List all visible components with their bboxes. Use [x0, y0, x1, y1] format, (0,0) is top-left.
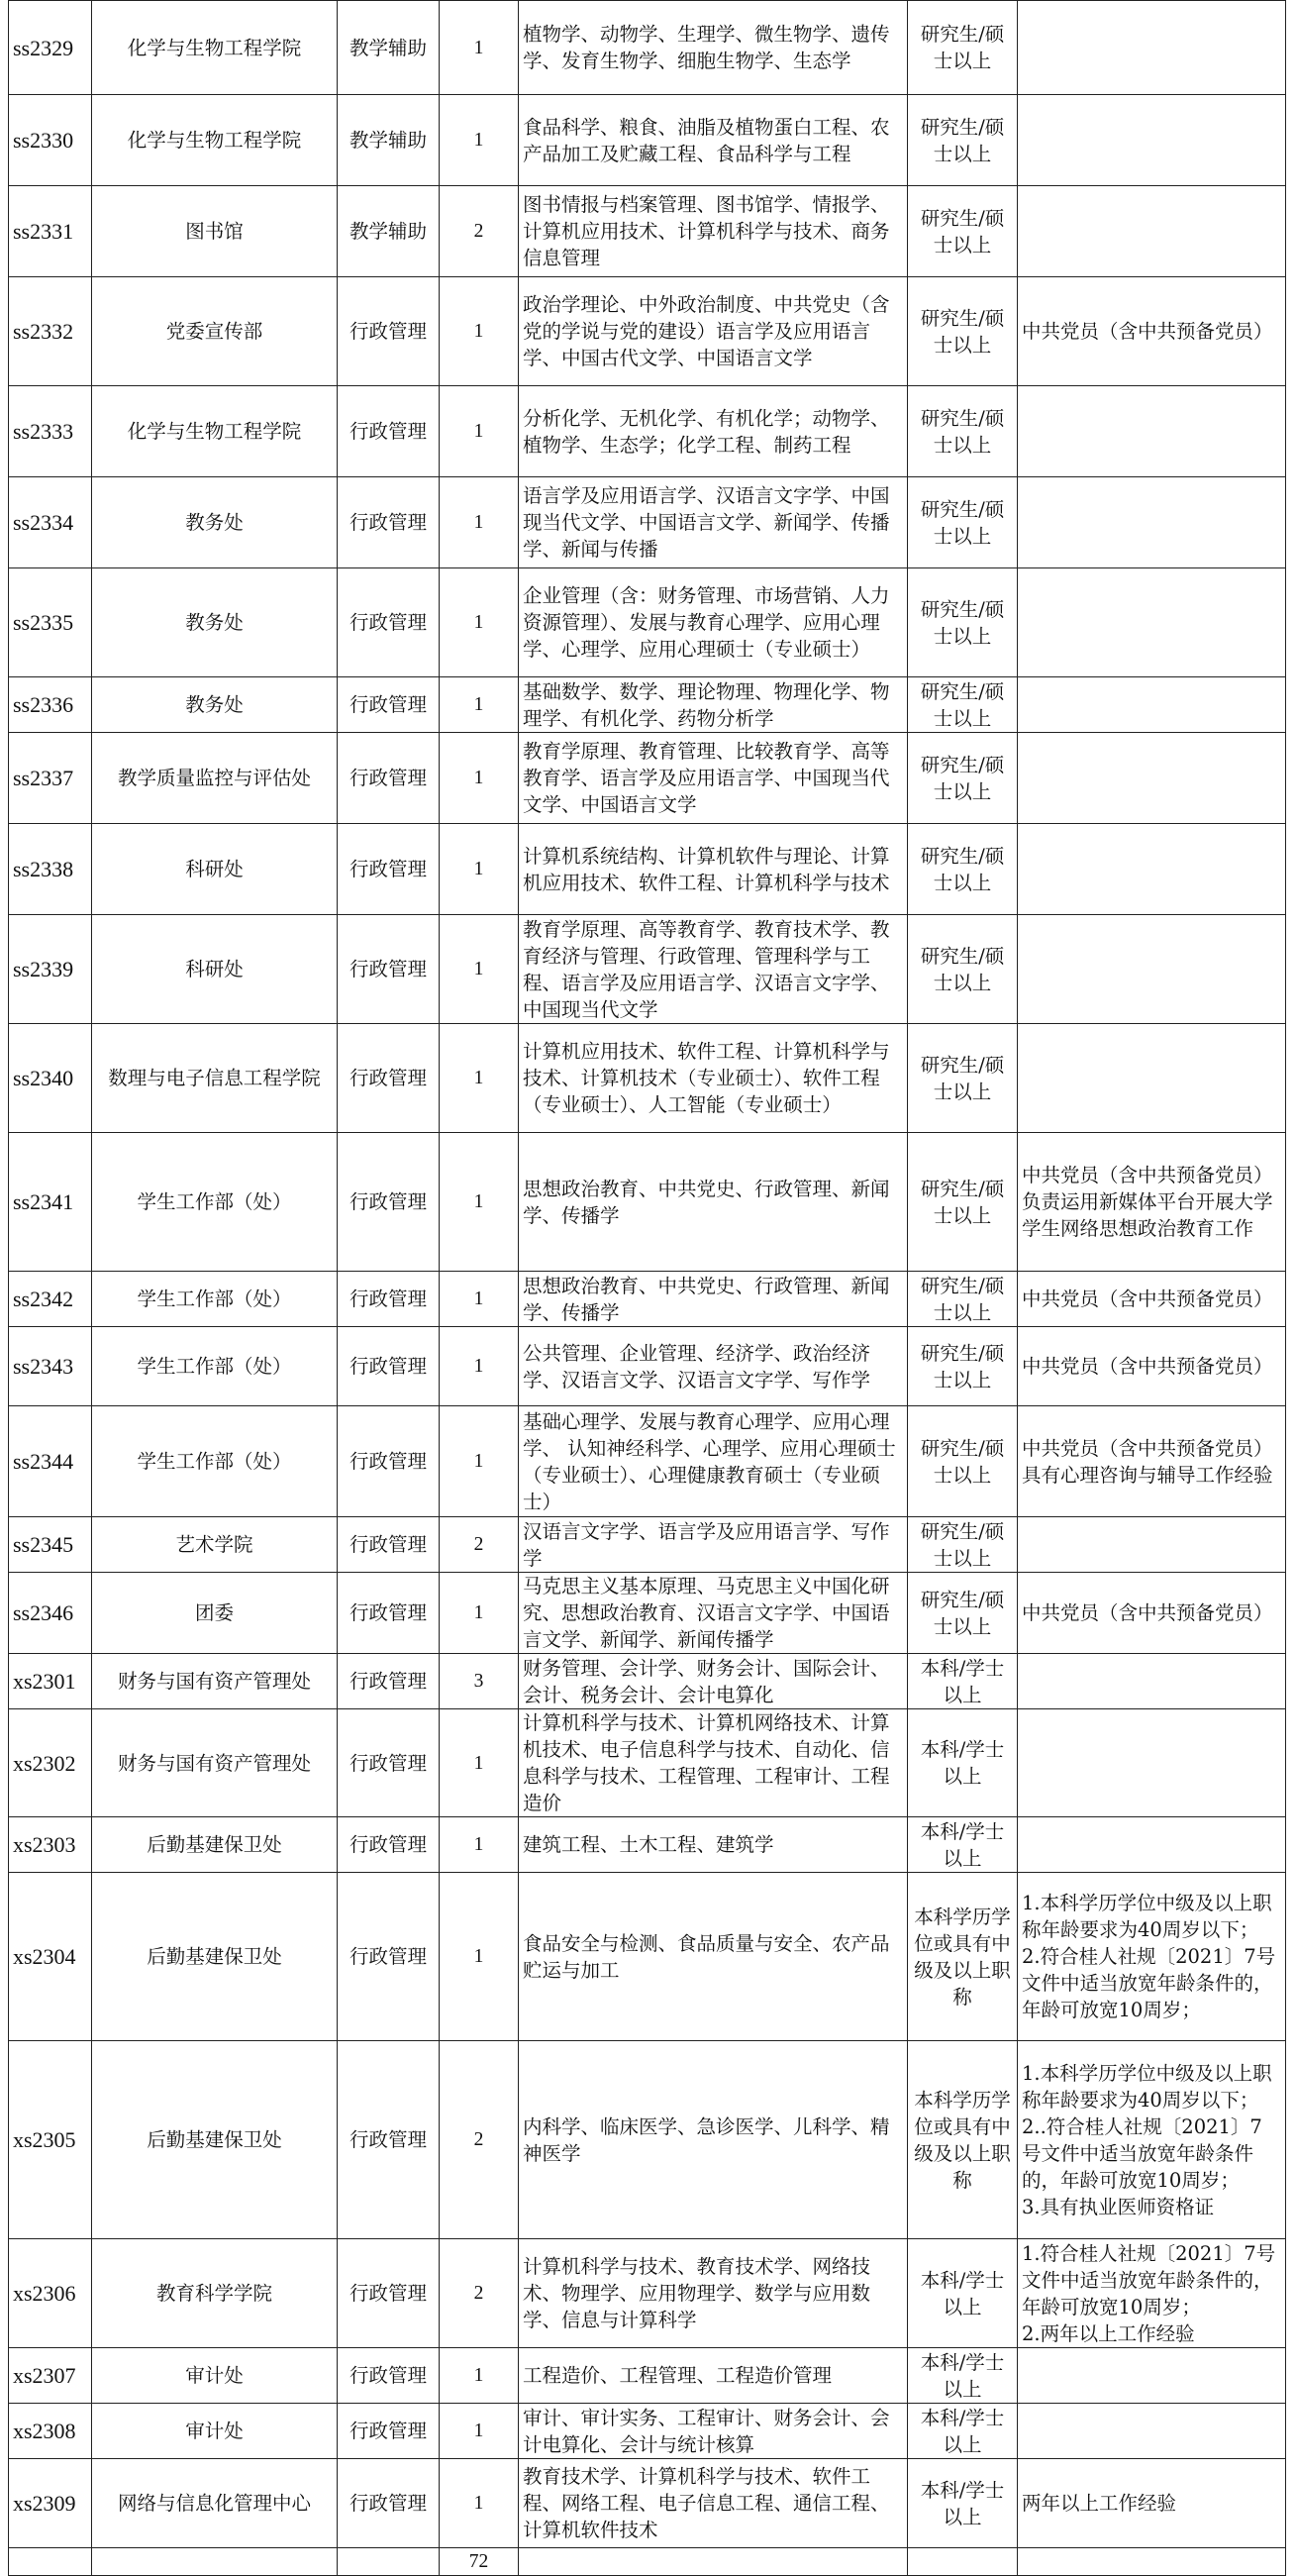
- post-type-cell: 行政管理: [338, 677, 440, 733]
- table-row: [9, 477, 1286, 568]
- headcount-cell: 1: [440, 1327, 519, 1406]
- position-code-cell: xs2301: [9, 1654, 92, 1709]
- department-cell: 艺术学院: [92, 1517, 338, 1573]
- other-requirement-cell: 1.本科学历学位中级及以上职称年龄要求为40周岁以下； 2..符合桂人社规〔2021〕7号文件中适当放宽年龄条件的，年龄可放宽10周岁； 3.具有执业医师资格证: [1018, 2041, 1286, 2239]
- table-row: [9, 915, 1286, 1024]
- other-requirement-cell: 中共党员（含中共预备党员）: [1018, 1573, 1286, 1654]
- headcount-cell: 1: [440, 477, 519, 568]
- post-type-cell: 行政管理: [338, 1873, 440, 2041]
- major-requirement-cell: 政治学理论、中外政治制度、中共党史（含党的学说与党的建设）语言学及应用语言学、中国古代文学、中国语言文学: [519, 277, 908, 386]
- other-requirement-cell: 1.符合桂人社规〔2021〕7号文件中适当放宽年龄条件的，年龄可放宽10周岁； 2.两年以上工作经验: [1018, 2239, 1286, 2348]
- major-requirement-cell: 计算机应用技术、软件工程、计算机科学与技术、计算机技术（专业硕士）、软件工程（专业硕士）、人工智能（专业硕士）: [519, 1024, 908, 1133]
- headcount-cell: 1: [440, 1873, 519, 2041]
- position-code-cell: ss2335: [9, 568, 92, 677]
- major-requirement-cell: 基础心理学、发展与教育心理学、应用心理学、 认知神经科学、心理学、应用心理硕士（专业硕士）、心理健康教育硕士（专业硕士）: [519, 1406, 908, 1517]
- major-requirement-cell: 基础数学、数学、理论物理、物理化学、物理学、有机化学、药物分析学: [519, 677, 908, 733]
- education-requirement-cell: 本科/学士以上: [908, 2239, 1018, 2348]
- headcount-cell: 1: [440, 1817, 519, 1873]
- post-type-cell: 行政管理: [338, 1406, 440, 1517]
- major-requirement-cell: 语言学及应用语言学、汉语言文字学、中国现当代文学、中国语言文学、新闻学、传播学、新闻与传播: [519, 477, 908, 568]
- department-cell: 科研处: [92, 915, 338, 1024]
- department-cell: 审计处: [92, 2404, 338, 2459]
- major-requirement-cell: 教育学原理、教育管理、比较教育学、高等教育学、语言学及应用语言学、中国现当代文学、中国语言文学: [519, 733, 908, 824]
- table-row: [9, 824, 1286, 915]
- education-requirement-cell: 研究生/硕士以上: [908, 1133, 1018, 1272]
- table-row: [9, 1024, 1286, 1133]
- position-code-cell: xs2304: [9, 1873, 92, 2041]
- other-requirement-cell: [1018, 733, 1286, 824]
- other-requirement-cell: [1018, 95, 1286, 186]
- education-requirement-cell: 本科学历学位或具有中级及以上职称: [908, 2041, 1018, 2239]
- footer-cell: [1018, 2548, 1286, 2576]
- other-requirement-cell: 中共党员（含中共预备党员） 具有心理咨询与辅导工作经验: [1018, 1406, 1286, 1517]
- department-cell: 科研处: [92, 824, 338, 915]
- other-requirement-cell: [1018, 1, 1286, 95]
- major-requirement-cell: 食品安全与检测、食品质量与安全、农产品贮运与加工: [519, 1873, 908, 2041]
- table-row: [9, 1327, 1286, 1406]
- other-requirement-cell: [1018, 2348, 1286, 2404]
- post-type-cell: 行政管理: [338, 733, 440, 824]
- other-requirement-cell: [1018, 1709, 1286, 1817]
- post-type-cell: 教学辅助: [338, 1, 440, 95]
- education-requirement-cell: 本科/学士以上: [908, 1817, 1018, 1873]
- major-requirement-cell: 教育学原理、高等教育学、教育技术学、教育经济与管理、行政管理、管理科学与工程、语言学及应用语言学、汉语言文字学、中国现当代文学: [519, 915, 908, 1024]
- education-requirement-cell: 本科/学士以上: [908, 1654, 1018, 1709]
- table-row: [9, 1654, 1286, 1709]
- table-row: [9, 2041, 1286, 2239]
- major-requirement-cell: 企业管理（含：财务管理、市场营销、人力资源管理）、发展与教育心理学、应用心理学、心理学、应用心理硕士（专业硕士）: [519, 568, 908, 677]
- position-code-cell: xs2305: [9, 2041, 92, 2239]
- other-requirement-cell: 1.本科学历学位中级及以上职称年龄要求为40周岁以下； 2.符合桂人社规〔2021〕7号文件中适当放宽年龄条件的，年龄可放宽10周岁；: [1018, 1873, 1286, 2041]
- post-type-cell: 行政管理: [338, 568, 440, 677]
- footer-cell: [519, 2548, 908, 2576]
- department-cell: 化学与生物工程学院: [92, 95, 338, 186]
- education-requirement-cell: 研究生/硕士以上: [908, 1, 1018, 95]
- position-code-cell: xs2309: [9, 2459, 92, 2548]
- headcount-cell: 1: [440, 915, 519, 1024]
- education-requirement-cell: 研究生/硕士以上: [908, 1517, 1018, 1573]
- other-requirement-cell: 中共党员（含中共预备党员） 负责运用新媒体平台开展大学学生网络思想政治教育工作: [1018, 1133, 1286, 1272]
- table-row: [9, 277, 1286, 386]
- position-code-cell: ss2332: [9, 277, 92, 386]
- position-code-cell: ss2342: [9, 1272, 92, 1327]
- post-type-cell: 行政管理: [338, 1817, 440, 1873]
- other-requirement-cell: 中共党员（含中共预备党员）: [1018, 1327, 1286, 1406]
- department-cell: 财务与国有资产管理处: [92, 1654, 338, 1709]
- major-requirement-cell: 建筑工程、土木工程、建筑学: [519, 1817, 908, 1873]
- position-code-cell: ss2345: [9, 1517, 92, 1573]
- major-requirement-cell: 植物学、动物学、生理学、微生物学、遗传学、发育生物学、细胞生物学、生态学: [519, 1, 908, 95]
- department-cell: 财务与国有资产管理处: [92, 1709, 338, 1817]
- position-code-cell: xs2303: [9, 1817, 92, 1873]
- department-cell: 后勤基建保卫处: [92, 1817, 338, 1873]
- other-requirement-cell: [1018, 1817, 1286, 1873]
- page-number: 72: [440, 2548, 519, 2576]
- position-code-cell: xs2306: [9, 2239, 92, 2348]
- major-requirement-cell: 财务管理、会计学、财务会计、国际会计、会计、税务会计、会计电算化: [519, 1654, 908, 1709]
- post-type-cell: 行政管理: [338, 1573, 440, 1654]
- department-cell: 教务处: [92, 568, 338, 677]
- headcount-cell: 1: [440, 1406, 519, 1517]
- table-row: [9, 1873, 1286, 2041]
- table-row: [9, 733, 1286, 824]
- headcount-cell: 1: [440, 277, 519, 386]
- other-requirement-cell: 两年以上工作经验: [1018, 2459, 1286, 2548]
- table-row: [9, 1517, 1286, 1573]
- education-requirement-cell: 研究生/硕士以上: [908, 95, 1018, 186]
- education-requirement-cell: 研究生/硕士以上: [908, 677, 1018, 733]
- post-type-cell: 行政管理: [338, 277, 440, 386]
- table-row: [9, 1133, 1286, 1272]
- headcount-cell: 1: [440, 386, 519, 477]
- department-cell: 化学与生物工程学院: [92, 1, 338, 95]
- education-requirement-cell: 研究生/硕士以上: [908, 1272, 1018, 1327]
- post-type-cell: 行政管理: [338, 1517, 440, 1573]
- position-code-cell: ss2337: [9, 733, 92, 824]
- position-code-cell: ss2333: [9, 386, 92, 477]
- other-requirement-cell: [1018, 677, 1286, 733]
- post-type-cell: 行政管理: [338, 1709, 440, 1817]
- table-row: [9, 95, 1286, 186]
- headcount-cell: 1: [440, 1709, 519, 1817]
- table-body: [9, 1, 1286, 2576]
- major-requirement-cell: 马克思主义基本原理、马克思主义中国化研究、思想政治教育、汉语言文字学、中国语言文学、新闻学、新闻传播学: [519, 1573, 908, 1654]
- education-requirement-cell: 研究生/硕士以上: [908, 568, 1018, 677]
- table-row: [9, 2404, 1286, 2459]
- footer-cell: [92, 2548, 338, 2576]
- department-cell: 化学与生物工程学院: [92, 386, 338, 477]
- post-type-cell: 行政管理: [338, 1272, 440, 1327]
- education-requirement-cell: 研究生/硕士以上: [908, 824, 1018, 915]
- department-cell: 审计处: [92, 2348, 338, 2404]
- education-requirement-cell: 本科/学士以上: [908, 2348, 1018, 2404]
- position-code-cell: ss2338: [9, 824, 92, 915]
- major-requirement-cell: 汉语言文字学、语言学及应用语言学、写作学: [519, 1517, 908, 1573]
- table-row: [9, 1406, 1286, 1517]
- other-requirement-cell: [1018, 386, 1286, 477]
- major-requirement-cell: 计算机系统结构、计算机软件与理论、计算机应用技术、软件工程、计算机科学与技术: [519, 824, 908, 915]
- position-code-cell: ss2346: [9, 1573, 92, 1654]
- education-requirement-cell: 研究生/硕士以上: [908, 1573, 1018, 1654]
- department-cell: 教务处: [92, 477, 338, 568]
- other-requirement-cell: [1018, 824, 1286, 915]
- headcount-cell: 1: [440, 824, 519, 915]
- headcount-cell: 1: [440, 1024, 519, 1133]
- table-row: [9, 2459, 1286, 2548]
- positions-table: [8, 0, 1286, 2576]
- major-requirement-cell: 食品科学、粮食、油脂及植物蛋白工程、农产品加工及贮藏工程、食品科学与工程: [519, 95, 908, 186]
- headcount-cell: 1: [440, 2404, 519, 2459]
- other-requirement-cell: [1018, 1024, 1286, 1133]
- department-cell: 后勤基建保卫处: [92, 1873, 338, 2041]
- other-requirement-cell: [1018, 568, 1286, 677]
- major-requirement-cell: 教育技术学、计算机科学与技术、软件工程、网络工程、电子信息工程、通信工程、计算机软件技术: [519, 2459, 908, 2548]
- headcount-cell: 1: [440, 2459, 519, 2548]
- other-requirement-cell: 中共党员（含中共预备党员）: [1018, 277, 1286, 386]
- footer-row: [9, 2548, 1286, 2576]
- other-requirement-cell: [1018, 2404, 1286, 2459]
- post-type-cell: 行政管理: [338, 1133, 440, 1272]
- table-row: [9, 2348, 1286, 2404]
- education-requirement-cell: 研究生/硕士以上: [908, 915, 1018, 1024]
- major-requirement-cell: 思想政治教育、中共党史、行政管理、新闻学、传播学: [519, 1272, 908, 1327]
- table-row: [9, 386, 1286, 477]
- other-requirement-cell: 中共党员（含中共预备党员）: [1018, 1272, 1286, 1327]
- education-requirement-cell: 本科/学士以上: [908, 2404, 1018, 2459]
- headcount-cell: 1: [440, 568, 519, 677]
- position-code-cell: ss2341: [9, 1133, 92, 1272]
- department-cell: 教育科学学院: [92, 2239, 338, 2348]
- post-type-cell: 行政管理: [338, 2041, 440, 2239]
- post-type-cell: 行政管理: [338, 2404, 440, 2459]
- department-cell: 学生工作部（处）: [92, 1133, 338, 1272]
- footer-cell: [9, 2548, 92, 2576]
- table-row: [9, 1573, 1286, 1654]
- table-row: [9, 1272, 1286, 1327]
- post-type-cell: 教学辅助: [338, 186, 440, 277]
- headcount-cell: 2: [440, 186, 519, 277]
- department-cell: 团委: [92, 1573, 338, 1654]
- post-type-cell: 行政管理: [338, 2348, 440, 2404]
- headcount-cell: 2: [440, 2041, 519, 2239]
- table-row: [9, 2239, 1286, 2348]
- footer-cell: [338, 2548, 440, 2576]
- major-requirement-cell: 思想政治教育、中共党史、行政管理、新闻学、传播学: [519, 1133, 908, 1272]
- headcount-cell: 3: [440, 1654, 519, 1709]
- department-cell: 党委宣传部: [92, 277, 338, 386]
- department-cell: 数理与电子信息工程学院: [92, 1024, 338, 1133]
- other-requirement-cell: [1018, 1517, 1286, 1573]
- post-type-cell: 行政管理: [338, 386, 440, 477]
- position-code-cell: ss2331: [9, 186, 92, 277]
- education-requirement-cell: 研究生/硕士以上: [908, 277, 1018, 386]
- table-row: [9, 1, 1286, 95]
- position-code-cell: ss2329: [9, 1, 92, 95]
- headcount-cell: 2: [440, 1517, 519, 1573]
- department-cell: 学生工作部（处）: [92, 1406, 338, 1517]
- education-requirement-cell: 研究生/硕士以上: [908, 1327, 1018, 1406]
- headcount-cell: 1: [440, 1133, 519, 1272]
- headcount-cell: 1: [440, 677, 519, 733]
- department-cell: 教务处: [92, 677, 338, 733]
- major-requirement-cell: 工程造价、工程管理、工程造价管理: [519, 2348, 908, 2404]
- education-requirement-cell: 本科/学士以上: [908, 1709, 1018, 1817]
- position-code-cell: ss2336: [9, 677, 92, 733]
- post-type-cell: 教学辅助: [338, 95, 440, 186]
- department-cell: 后勤基建保卫处: [92, 2041, 338, 2239]
- other-requirement-cell: [1018, 915, 1286, 1024]
- position-code-cell: xs2308: [9, 2404, 92, 2459]
- major-requirement-cell: 计算机科学与技术、计算机网络技术、计算机技术、电子信息科学与技术、自动化、信息科学与技术、工程管理、工程审计、工程造价: [519, 1709, 908, 1817]
- post-type-cell: 行政管理: [338, 2239, 440, 2348]
- other-requirement-cell: [1018, 186, 1286, 277]
- department-cell: 网络与信息化管理中心: [92, 2459, 338, 2548]
- department-cell: 学生工作部（处）: [92, 1327, 338, 1406]
- post-type-cell: 行政管理: [338, 824, 440, 915]
- major-requirement-cell: 内科学、临床医学、急诊医学、儿科学、精神医学: [519, 2041, 908, 2239]
- education-requirement-cell: 研究生/硕士以上: [908, 186, 1018, 277]
- education-requirement-cell: 本科/学士以上: [908, 2459, 1018, 2548]
- post-type-cell: 行政管理: [338, 477, 440, 568]
- post-type-cell: 行政管理: [338, 915, 440, 1024]
- headcount-cell: 1: [440, 2348, 519, 2404]
- position-code-cell: xs2307: [9, 2348, 92, 2404]
- table-row: [9, 186, 1286, 277]
- position-code-cell: ss2343: [9, 1327, 92, 1406]
- headcount-cell: 1: [440, 733, 519, 824]
- table-row: [9, 1817, 1286, 1873]
- education-requirement-cell: 研究生/硕士以上: [908, 1406, 1018, 1517]
- education-requirement-cell: 研究生/硕士以上: [908, 1024, 1018, 1133]
- position-code-cell: ss2330: [9, 95, 92, 186]
- other-requirement-cell: [1018, 477, 1286, 568]
- position-code-cell: ss2339: [9, 915, 92, 1024]
- department-cell: 图书馆: [92, 186, 338, 277]
- footer-cell: [908, 2548, 1018, 2576]
- major-requirement-cell: 分析化学、无机化学、有机化学；动物学、植物学、生态学；化学工程、制药工程: [519, 386, 908, 477]
- position-code-cell: ss2344: [9, 1406, 92, 1517]
- position-code-cell: ss2340: [9, 1024, 92, 1133]
- headcount-cell: 1: [440, 95, 519, 186]
- post-type-cell: 行政管理: [338, 1327, 440, 1406]
- education-requirement-cell: 本科学历学位或具有中级及以上职称: [908, 1873, 1018, 2041]
- table-row: [9, 1709, 1286, 1817]
- position-code-cell: ss2334: [9, 477, 92, 568]
- post-type-cell: 行政管理: [338, 2459, 440, 2548]
- major-requirement-cell: 图书情报与档案管理、图书馆学、情报学、计算机应用技术、计算机科学与技术、商务信息管理: [519, 186, 908, 277]
- table-row: [9, 677, 1286, 733]
- major-requirement-cell: 公共管理、企业管理、经济学、政治经济学、汉语言文学、汉语言文字学、写作学: [519, 1327, 908, 1406]
- position-code-cell: xs2302: [9, 1709, 92, 1817]
- education-requirement-cell: 研究生/硕士以上: [908, 477, 1018, 568]
- education-requirement-cell: 研究生/硕士以上: [908, 733, 1018, 824]
- major-requirement-cell: 计算机科学与技术、教育技术学、网络技术、物理学、应用物理学、数学与应用数学、信息与计算科学: [519, 2239, 908, 2348]
- department-cell: 教学质量监控与评估处: [92, 733, 338, 824]
- headcount-cell: 1: [440, 1, 519, 95]
- major-requirement-cell: 审计、审计实务、工程审计、财务会计、会计电算化、会计与统计核算: [519, 2404, 908, 2459]
- post-type-cell: 行政管理: [338, 1024, 440, 1133]
- headcount-cell: 1: [440, 1272, 519, 1327]
- other-requirement-cell: [1018, 1654, 1286, 1709]
- headcount-cell: 1: [440, 1573, 519, 1654]
- department-cell: 学生工作部（处）: [92, 1272, 338, 1327]
- education-requirement-cell: 研究生/硕士以上: [908, 386, 1018, 477]
- post-type-cell: 行政管理: [338, 1654, 440, 1709]
- headcount-cell: 2: [440, 2239, 519, 2348]
- table-row: [9, 568, 1286, 677]
